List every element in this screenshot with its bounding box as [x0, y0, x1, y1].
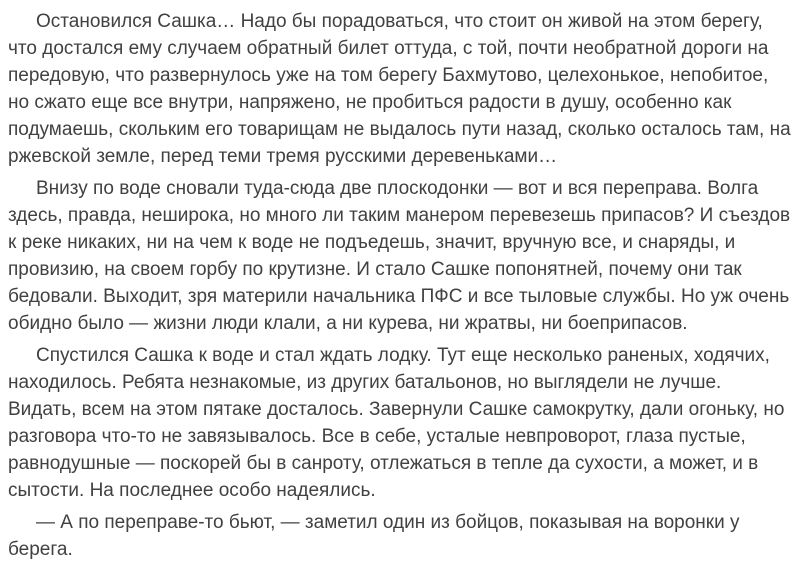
paragraph-3: Спустился Сашка к воде и стал ждать лодку. Тут еще несколько раненых, ходячих, находилось. Ребята незнакомые, из других батальонов, но выглядели не лучше. Видать, всем на этом пятаке досталось. Завернули Сашке самокрутку, дали огоньку, но разговора что-то не завязывалось. Все в себе, усталые невпроворот, глаза пустые, равнодушные — поскорей бы в санроту, отлежаться в тепле да сухости, а может, и в сытости. На последнее особо надеялись.: [8, 345, 785, 501]
paragraph-2: Внизу по воде сновали туда-сюда две плоскодонки — вот и вся переправа. Волга здесь, правда, неширока, но много ли таким манером перевезешь припасов? И съездов к реке никаких, ни на чем к воде не подъедешь, значит, вручную все, и снаряды, и провизию, на своем горбу по крутизне. И стало Сашке попонятней, почему они так бедовали. Выходит, зря материли начальника ПФС и все тыловые службы. Но уж очень обидно было — жизни люди клали, а ни курева, ни жратвы, ни боеприпасов.: [8, 178, 791, 334]
paragraph-1: Остановился Сашка… Надо бы порадоваться, что стоит он живой на этом берегу, что достался ему случаем обратный билет оттуда, с той, почти необратной дороги на передовую, что развернулось уже на том берегу Бахмутово, целехонькое, непобитое, но сжато еще все внутри, напряжено, не пробиться радости в душу, особенно как подумаешь, скольким его товарищам не выдалось пути назад, сколько осталось там, на ржевской земле, перед теми тремя русскими деревеньками…: [8, 11, 791, 167]
paragraph-4: — А по переправе-то бьют, — заметил один из бойцов, показывая на воронки у берега.: [8, 512, 740, 560]
